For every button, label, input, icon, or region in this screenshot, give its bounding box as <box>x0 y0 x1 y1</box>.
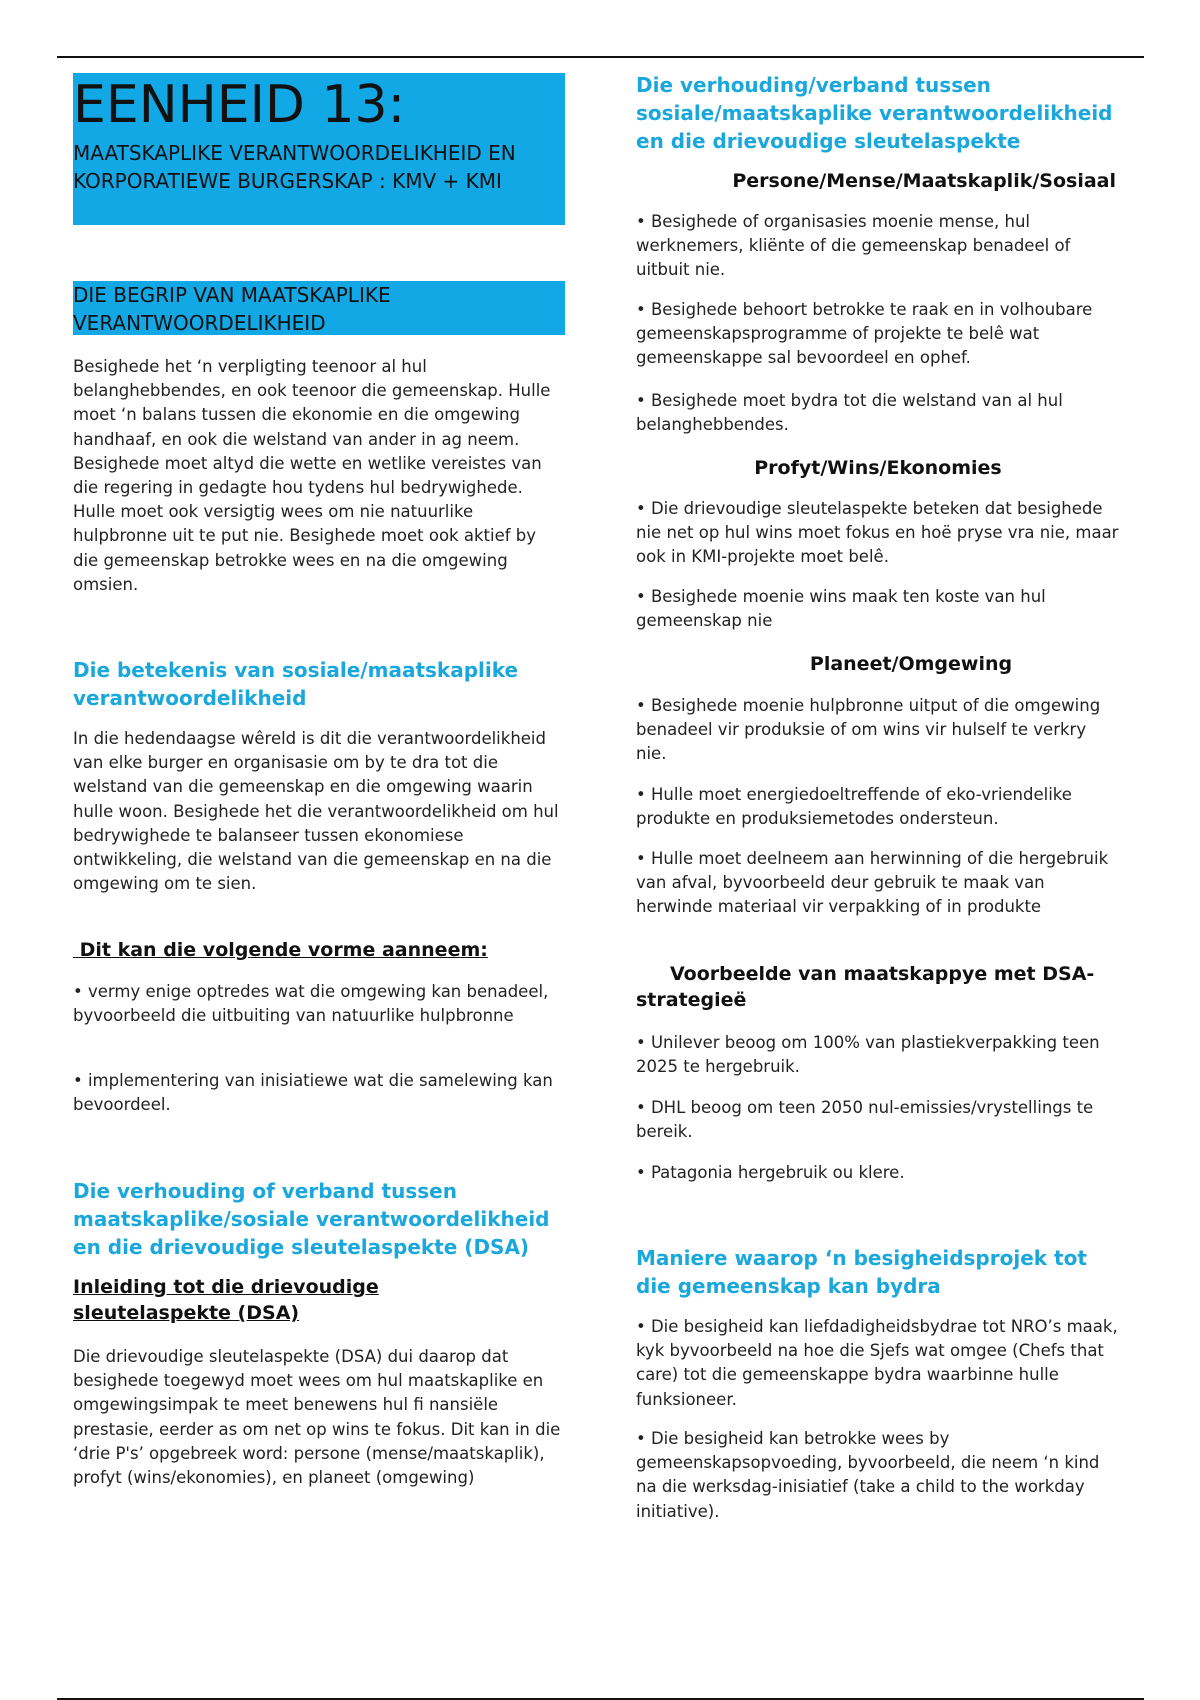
profyt-bullet-2: • Besighede moenie wins maak ten koste van hul gemeenskap nie <box>636 587 1046 631</box>
maniere-bullet-1: • Die besigheid kan liefdadigheidsbydrae tot NRO’s maak, kyk byvoorbeeld na hoe die Sjefs wat omgee (Chefs that care) tot die gemeenskappe bydra waarbinne hulle funksioneer. <box>636 1317 1118 1409</box>
begrip-paragraph: Besighede het ‘n verpligting teenoor al hul belanghebbendes, en ook teenoor die gemeenskap. Hulle moet ‘n balans tussen die ekonomie en die omgewing handhaaf, en ook die welstand van ander in ag neem. Besighede moet altyd die wette en wetlike vereistes van die regering in gedagte hou tydens hul bedrywighede. Hulle moet ook versigtig wees om nie natuurlike hulpbronne uit te put nie. Besighede moet ook aktief by die gemeenskap betrokke wees en na die omgewing omsien. <box>73 357 551 594</box>
planeet-bullet-3: • Hulle moet deelneem aan herwinning of die hergebruik van afval, byvoorbeeld deur gebruik te maak van herwinde materiaal vir verpakking of in produkte <box>636 849 1109 917</box>
planeet-bullet-2: • Hulle moet energiedoeltreffende of eko-vriendelike produkte en produksiemetodes ondersteun. <box>636 785 1072 829</box>
planeet-heading: Planeet/Omgewing <box>809 653 1013 675</box>
vorme-bullet-1: • vermy enige optredes wat die omgewing kan benadeel, byvoorbeeld die uitbuiting van natuurlike hulpbronne <box>73 982 549 1026</box>
betekenis-paragraph: In die hedendaagse wêreld is dit die verantwoordelikheid van elke burger en organisasie om by te dra tot die welstand van die gemeenskap en die omgewing waarin hulle woon. Besighede het die verantwoordelikheid om hul bedrywighede te balanseer tussen ekonomiese ontwikkeling, die welstand van die gemeenskap en na die omgewing om te sien. <box>73 729 559 894</box>
betekenis-heading: Die betekenis van sosiale/maatskaplike verantwoordelikheid <box>73 658 519 710</box>
inleiding-heading: Inleiding tot die drievoudige sleutelaspekte (DSA) <box>73 1276 379 1324</box>
unit-title: EENHEID 13: <box>73 75 406 135</box>
planeet-bullet-1: • Besighede moenie hulpbronne uitput of die omgewing benadeel vir produksie of om wins vir hulself te verkry nie. <box>636 696 1101 764</box>
verhouding-dsa-heading: Die verhouding of verband tussen maatskaplike/sosiale verantwoordelikheid en die drievoudige sleutelaspekte (DSA) <box>73 1179 550 1259</box>
vorme-bullet-2: • implementering van inisiatiewe wat die samelewing kan bevoordeel. <box>73 1071 553 1115</box>
voorbeelde-bullet-3: • Patagonia hergebruik ou klere. <box>636 1163 905 1182</box>
profyt-heading: Profyt/Wins/Ekonomies <box>754 457 1002 479</box>
unit-subtitle: MAATSKAPLIKE VERANTWOORDELIKHEID EN KORPORATIEWE BURGERSKAP : KMV + KMI <box>73 141 516 193</box>
begrip-heading: DIE BEGRIP VAN MAATSKAPLIKE VERANTWOORDELIKHEID <box>73 283 391 335</box>
voorbeelde-bullet-1: • Unilever beoog om 100% van plastiekverpakking teen 2025 te hergebruik. <box>636 1033 1100 1077</box>
persone-bullet-2: • Besighede behoort betrokke te raak en in volhoubare gemeenskapsprogramme of projekte te belê wat gemeenskappe sal bevoordeel en ophef. <box>636 300 1093 368</box>
begrip-heading-bar <box>73 281 565 335</box>
voorbeelde-bullet-2: • DHL beoog om teen 2050 nul-emissies/vrystellings te bereik. <box>636 1098 1094 1142</box>
profyt-bullet-1: • Die drievoudige sleutelaspekte beteken dat besighede nie net op hul wins moet fokus en hoë pryse vra nie, maar ook in KMI-projekte moet belê. <box>636 499 1119 567</box>
maniere-bullet-2: • Die besigheid kan betrokke wees by gemeenskapsopvoeding, byvoorbeeld, die neem ‘n kind na die werksdag-inisiatief (take a child to the workday initiative). <box>636 1429 1100 1521</box>
unit-title-block <box>73 73 565 225</box>
persone-heading: Persone/Mense/Maatskaplik/Sosiaal <box>732 170 1116 192</box>
voorbeelde-heading: Voorbeelde van maatskappye met DSA-strategieë <box>636 963 1095 1011</box>
persone-bullet-1: • Besighede of organisasies moenie mense, hul werknemers, kliënte of die gemeenskap benadeel of uitbuit nie. <box>636 212 1071 280</box>
verhouding-heading: Die verhouding/verband tussen sosiale/maatskaplike verantwoordelikheid en die drievoudige sleutelaspekte <box>636 73 1113 153</box>
inleiding-paragraph: Die drievoudige sleutelaspekte (DSA) dui daarop dat besighede toegewyd moet wees om hul maatskaplike en omgewingsimpak te meet benewens hul fi nansiële prestasie, eerder as om net op wins te fokus. Dit kan in die ‘drie P's’ opgebreek word: persone (mense/maatskaplik), profyt (wins/ekonomies), en planeet (omgewing) <box>73 1347 561 1488</box>
top-rule <box>57 56 1144 58</box>
maniere-heading: Maniere waarop ‘n besigheidsprojek tot die gemeenskap kan bydra <box>636 1246 1087 1298</box>
persone-bullet-3: • Besighede moet bydra tot die welstand van al hul belanghebbendes. <box>636 391 1063 435</box>
vorme-heading: Dit kan die volgende vorme aanneem: <box>73 939 488 961</box>
